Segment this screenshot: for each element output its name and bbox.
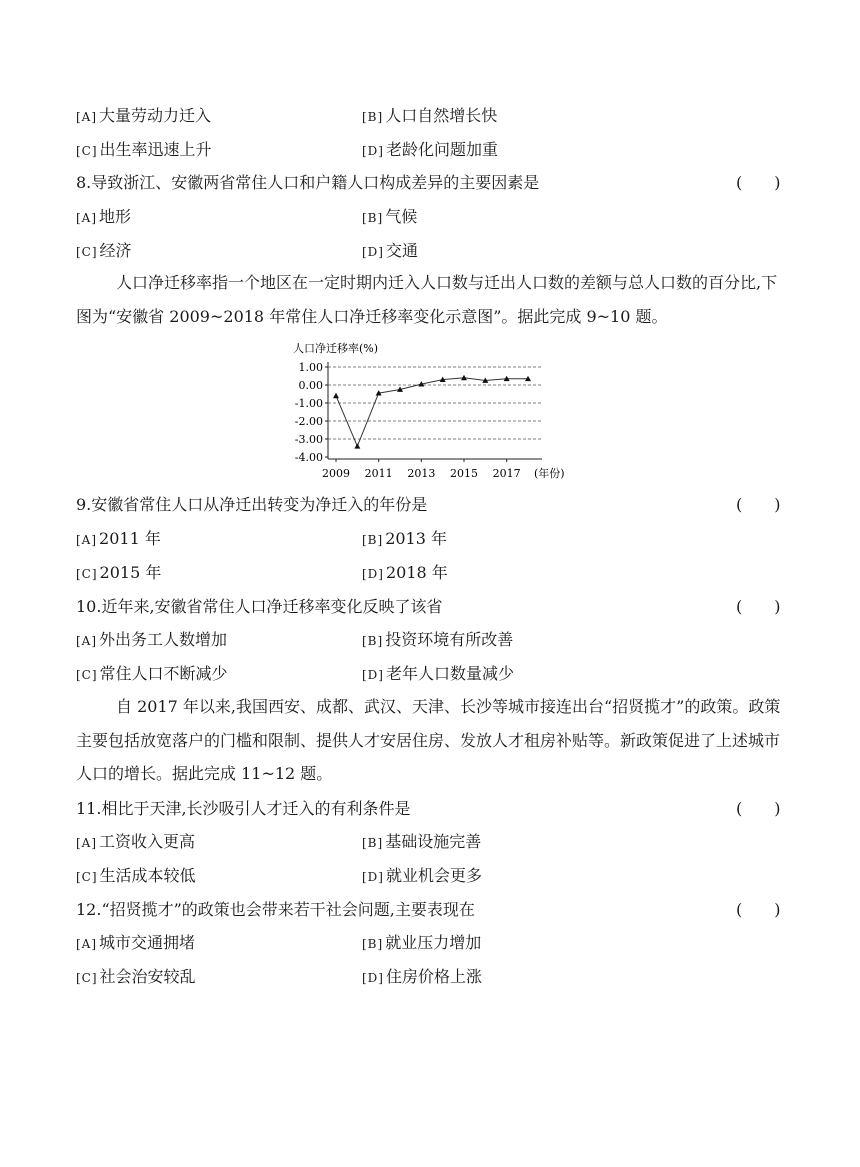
q8-option-a: [A] 地形 — [76, 207, 132, 226]
passage-2: 自 2017 年以来,我国西安、成都、武汉、天津、长沙等城市接连出台“招贤揽才”的政策。政策主要包括放宽落户的门槛和限制、提供人才安居住房、发放人才租房补贴等。新政策促进了上述城市人口的增长。据此完成 11~12 题。 — [76, 697, 781, 783]
q11-stem: 11.相比于天津,长沙吸引人才迁入的有利条件是 — [76, 799, 411, 818]
q12-stem: 12.“招贤揽才”的政策也会带来若干社会问题,主要表现在 — [76, 900, 475, 919]
q11-option-a: [A] 工资收入更高 — [76, 832, 196, 851]
q12-option-a: [A] 城市交通拥堵 — [76, 933, 196, 952]
q8-option-c: [C] 经济 — [76, 241, 132, 260]
chart-point — [354, 443, 360, 448]
chart-xtick-label: 2015 — [450, 467, 478, 480]
q11-option-b: [B] 基础设施完善 — [362, 832, 482, 851]
passage-1: 人口净迁移率指一个地区在一定时期内迁入人口数与迁出人口数的差额与总人口数的百分比,下图为“安徽省 2009~2018 年常住人口净迁移率变化示意图”。据此完成 9~10 题。 — [76, 273, 778, 326]
q8-option-d: [D] 交通 — [362, 241, 418, 260]
q10-option-d: [D] 老年人口数量减少 — [362, 664, 514, 683]
chart-ylabel: 人口净迁移率(%) — [293, 342, 379, 355]
q11-answer-paren: ( ) — [736, 799, 781, 818]
q11-option-d: [D] 就业机会更多 — [362, 866, 482, 885]
q12-option-b: [B] 就业压力增加 — [362, 933, 482, 952]
chart-xtick-label: 2017 — [492, 467, 521, 480]
chart-xtick-label: 2009 — [322, 467, 350, 480]
chart-ytick-label: 1.00 — [298, 361, 323, 374]
chart-xlabel: (年份) — [534, 467, 565, 480]
q9-option-c: [C] 2015 年 — [76, 563, 162, 582]
q10-answer-paren: ( ) — [736, 597, 781, 616]
q12-answer-paren: ( ) — [736, 900, 781, 919]
q11-option-c: [C] 生活成本较低 — [76, 866, 196, 885]
q7-option-b: [B] 人口自然增长快 — [362, 106, 498, 125]
chart-ytick-label: -1.00 — [294, 397, 323, 410]
net-migration-chart — [280, 336, 580, 484]
chart-point — [333, 393, 339, 398]
q7-option-d: [D] 老龄化问题加重 — [362, 140, 498, 159]
q7-option-c: [C] 出生率迅速上升 — [76, 140, 212, 159]
chart-xtick-label: 2011 — [364, 467, 393, 480]
q8-stem: 8.导致浙江、安徽两省常住人口和户籍人口构成差异的主要因素是 — [76, 173, 540, 192]
q8-answer-paren: ( ) — [736, 173, 781, 192]
q9-stem: 9.安徽省常住人口从净迁出转变为净迁入的年份是 — [76, 495, 428, 514]
q10-option-b: [B] 投资环境有所改善 — [362, 630, 514, 649]
chart-series-line — [336, 378, 528, 446]
chart-ytick-label: -2.00 — [294, 415, 323, 428]
chart-ytick-label: -4.00 — [294, 451, 323, 464]
q10-option-c: [C] 常住人口不断减少 — [76, 664, 228, 683]
chart-xtick-label: 2013 — [407, 467, 436, 480]
q9-option-b: [B] 2013 年 — [362, 529, 447, 548]
q8-option-b: [B] 气候 — [362, 207, 418, 226]
q9-option-a: [A] 2011 年 — [76, 529, 161, 548]
q10-option-a: [A] 外出务工人数增加 — [76, 630, 228, 649]
chart-ytick-label: 0.00 — [298, 379, 323, 392]
q9-option-d: [D] 2018 年 — [362, 563, 448, 582]
q12-option-d: [D] 住房价格上涨 — [362, 967, 482, 986]
q7-option-a: [A] 大量劳动力迁入 — [76, 106, 212, 125]
q9-answer-paren: ( ) — [736, 495, 781, 514]
q10-stem: 10.近年来,安徽省常住人口净迁移率变化反映了该省 — [76, 597, 443, 616]
chart-ytick-label: -3.00 — [294, 433, 323, 446]
q12-option-c: [C] 社会治安较乱 — [76, 967, 196, 986]
